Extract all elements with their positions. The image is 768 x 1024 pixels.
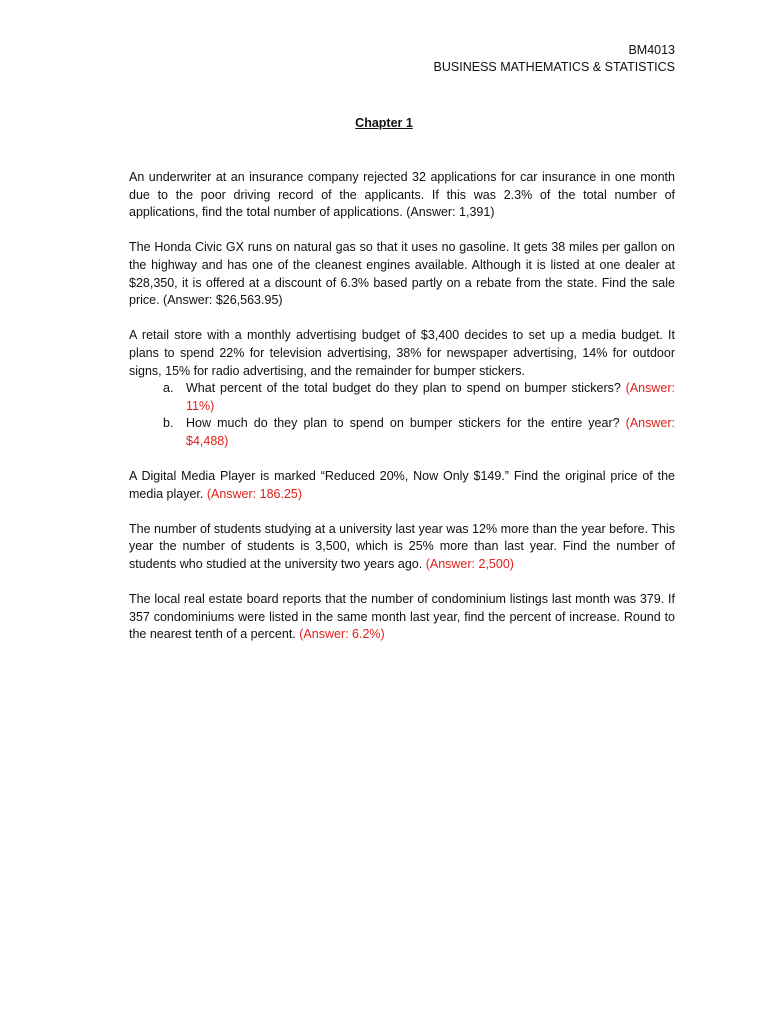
question-1 bbox=[129, 169, 675, 222]
question-answer: (Answer: 2,500) bbox=[425, 557, 514, 572]
question-answer: (Answer: 6.2%) bbox=[299, 627, 385, 642]
question-3 bbox=[129, 327, 675, 450]
question-3-parts bbox=[129, 380, 675, 450]
page-header bbox=[434, 42, 675, 76]
question-text: An underwriter at an insurance company rejected 32 applications for car insurance in one month due to the poor driving record of the applicants. If this was 2.3% of the total number of applications, find the total number of applications. (Answer: 1,391) bbox=[129, 170, 675, 220]
question-answer: (Answer: 186.25) bbox=[206, 486, 303, 501]
question-text: The number of students studying at a university last year was 12% more than the year before. This year the number of students is 3,500, which is 25% more than last year. Find the number of students who studied at the university two years ago. bbox=[129, 521, 675, 572]
chapter-title: Chapter 1 bbox=[355, 116, 413, 130]
part-text: What percent of the total budget do they plan to spend on bumper stickers? bbox=[186, 381, 626, 396]
question-text: A retail store with a monthly advertising budget of $3,400 decides to set up a media budget. It plans to spend 22% for television advertising, 38% for newspaper advertising, 14% for outdoor signs, 15% for radio advertising, and the remainder for bumper stickers. bbox=[129, 328, 675, 378]
course-title: BUSINESS MATHEMATICS & STATISTICS bbox=[433, 60, 675, 74]
part-marker: b. bbox=[163, 416, 174, 431]
questions-body bbox=[129, 169, 675, 662]
question-part-a bbox=[129, 380, 675, 415]
question-6 bbox=[129, 591, 675, 644]
question-2 bbox=[129, 239, 675, 309]
question-text: The Honda Civic GX runs on natural gas so that it uses no gasoline. It gets 38 miles per gallon on the highway and has one of the cleanest engines available. Although it is listed at one dealer at $28,350, it is offered at a discount of 6.3% based partly on a rebate from the state. Find the sale price. (Answer: $26,563.95) bbox=[129, 240, 675, 308]
part-answer: (Answer: $4,488) bbox=[186, 416, 675, 448]
question-text: The local real estate board reports that the number of condominium listings last month was 379. If 357 condominiums were listed in the same month last year, find the percent of increase. Round to the nearest tenth of a percent. bbox=[129, 592, 675, 642]
question-4 bbox=[129, 468, 675, 503]
course-code: BM4013 bbox=[628, 43, 675, 57]
question-part-b bbox=[129, 415, 675, 450]
part-answer: (Answer: 11%) bbox=[186, 381, 675, 413]
part-marker: a. bbox=[163, 381, 174, 396]
part-text: How much do they plan to spend on bumper stickers for the entire year? bbox=[186, 416, 626, 431]
question-text: A Digital Media Player is marked “Reduced 20%, Now Only $149.” Find the original price of the media player. bbox=[129, 469, 675, 501]
question-5 bbox=[129, 521, 675, 574]
